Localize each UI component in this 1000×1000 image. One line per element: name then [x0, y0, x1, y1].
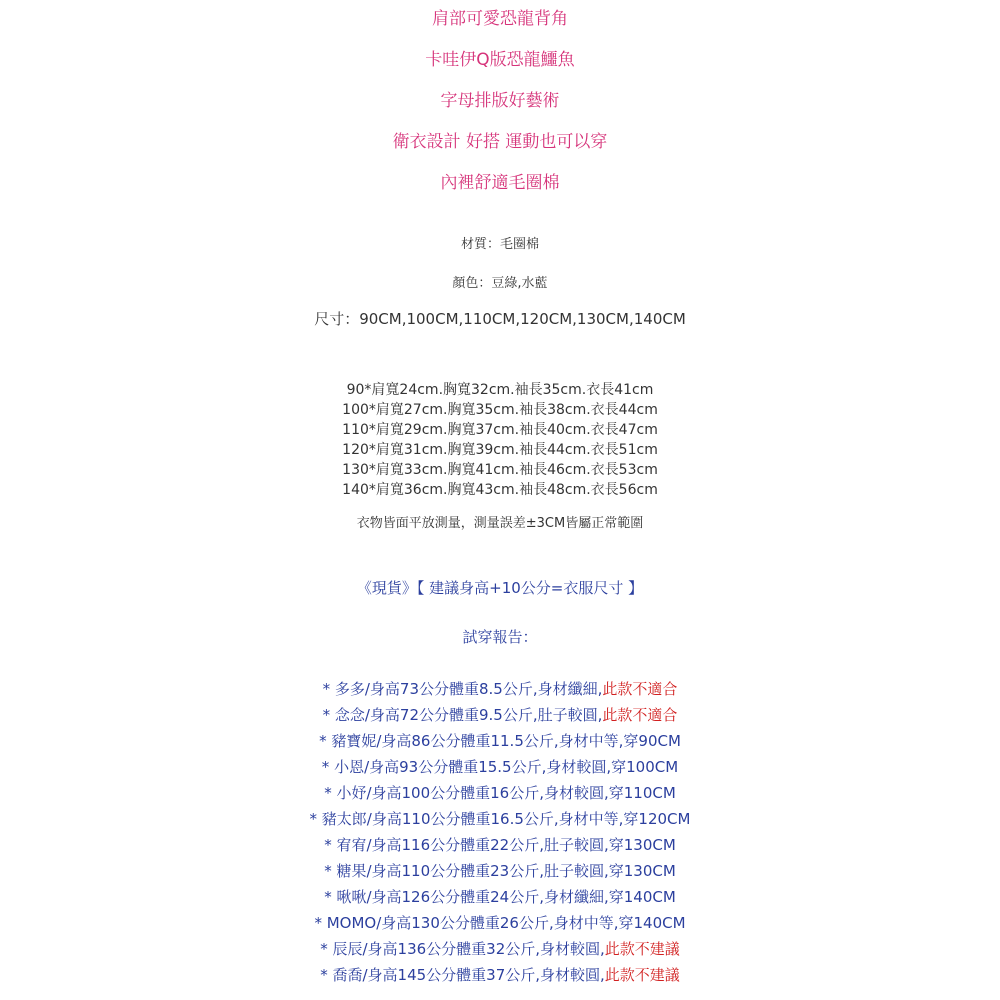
- report-text: * 念念/身高72公分體重9.5公斤,肚子較圓,: [322, 706, 603, 724]
- report-title: 試穿報告：: [462, 628, 538, 646]
- size-table-row: 130*肩寬33cm.胸寬41cm.袖長46cm.衣長53cm: [342, 462, 658, 478]
- report-line: [0, 890, 1000, 905]
- highlight-line: 卡哇伊Q版恐龍鱷魚: [425, 50, 575, 70]
- report-text: * 小恩/身高93公分體重15.5公斤,身材較圓,穿100CM: [321, 758, 679, 776]
- report-text: * 多多/身高73公分體重8.5公斤,身材纖細,: [322, 680, 603, 698]
- report-text: * 辰辰/身高136公分體重32公斤,身材較圓,: [320, 940, 605, 958]
- size-table-row: 140*肩寬36cm.胸寬43cm.袖長48cm.衣長56cm: [342, 482, 658, 498]
- report-text: * 豬太郎/身高110公分體重16.5公斤,身材中等,穿120CM: [309, 810, 691, 828]
- report-line: [0, 942, 1000, 957]
- highlight-line: 肩部可愛恐龍背角: [432, 9, 568, 29]
- report-text: * MOMO/身高130公分體重26公斤,身材中等,穿140CM: [314, 914, 686, 932]
- size-suggestion: 【 建議身高+10公分=衣服尺寸 】: [416, 579, 644, 597]
- report-verdict: 此款不適合: [602, 706, 678, 724]
- size-table-row: 90*肩寬24cm.胸寬32cm.袖長35cm.衣長41cm: [346, 382, 654, 398]
- report-text: * 豬寶妮/身高86公分體重11.5公斤,身材中等,穿90CM: [319, 732, 681, 750]
- report-verdict: 此款不建議: [604, 966, 680, 984]
- report-verdict: 此款不建議: [604, 940, 680, 958]
- size-table-row: 120*肩寬31cm.胸寬39cm.袖長44cm.衣長51cm: [342, 442, 658, 458]
- report-text: * 小妤/身高100公分體重16公斤,身材較圓,穿110CM: [324, 784, 676, 802]
- report-line: [0, 682, 1000, 697]
- report-text: * 啾啾/身高126公分體重24公斤,身材纖細,穿140CM: [324, 888, 676, 906]
- stock-prefix: 《現貨》: [356, 579, 417, 597]
- report-line: [0, 734, 1000, 749]
- highlight-line: 字母排版好藝術: [440, 91, 560, 111]
- highlight-line: 衛衣設計 好搭 運動也可以穿: [392, 132, 608, 152]
- size-table-row: 110*肩寬29cm.胸寬37cm.袖長40cm.衣長47cm: [342, 422, 658, 438]
- report-line: [0, 864, 1000, 879]
- report-text: * 糖果/身高110公分體重23公斤,肚子較圓,穿130CM: [324, 862, 676, 880]
- report-text: * 喬喬/身高145公分體重37公斤,身材較圓,: [320, 966, 605, 984]
- material-text: 材質：毛圈棉: [460, 237, 539, 252]
- report-line: [0, 760, 1000, 775]
- report-line: [0, 968, 1000, 983]
- stock-notice: [0, 581, 1000, 596]
- size-table-row: 100*肩寬27cm.胸寬35cm.袖長38cm.衣長44cm: [342, 402, 658, 418]
- report-line: [0, 708, 1000, 723]
- report-verdict: 此款不適合: [602, 680, 678, 698]
- report-text: * 宥宥/身高116公分體重22公斤,肚子較圓,穿130CM: [324, 836, 676, 854]
- color-text: 顏色：豆綠,水藍: [452, 276, 548, 291]
- report-line: [0, 786, 1000, 801]
- highlight-line: 內裡舒適毛圈棉: [440, 173, 560, 193]
- sizes-text: 尺寸：90CM,100CM,110CM,120CM,130CM,140CM: [314, 310, 686, 328]
- report-line: [0, 812, 1000, 827]
- report-line: [0, 916, 1000, 931]
- measurement-note: 衣物皆面平放測量，測量誤差±3CM皆屬正常範圍: [356, 516, 644, 531]
- report-line: [0, 838, 1000, 853]
